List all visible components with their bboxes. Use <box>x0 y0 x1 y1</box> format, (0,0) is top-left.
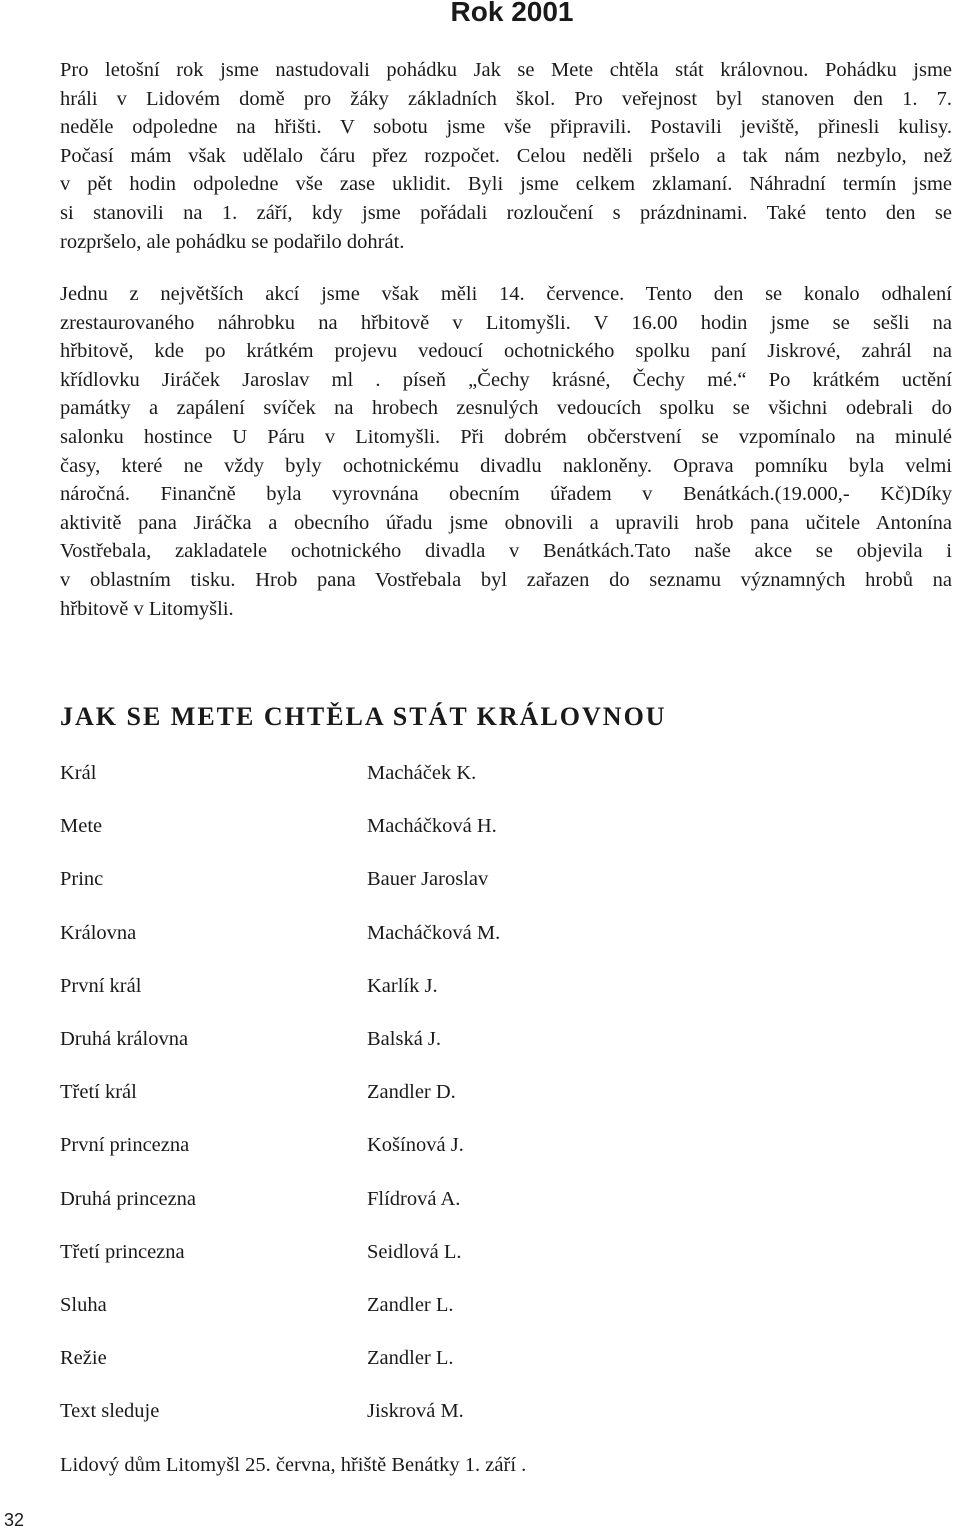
play-title: JAK SE METE CHTĚLA STÁT KRÁLOVNOU <box>60 702 667 731</box>
cast-role: Třetí král <box>60 1081 137 1104</box>
cast-role: Text sleduje <box>60 1400 160 1423</box>
text-line: náročná. Finančně byla vyrovnána obecním úřadem v Benátkách.(19.000,- Kč)Díky <box>60 483 952 506</box>
cast-actor: Zandler L. <box>367 1347 454 1370</box>
intro-paragraph <box>60 56 952 256</box>
text-line: hráli v Lidovém domě pro žáky základních škol. Pro veřejnost byl stanoven den 1. 7. <box>60 87 952 110</box>
text-line: aktivitě pana Jiráčka a obecního úřadu jsme obnovili a upravili hrob pana učitele Antonína <box>60 511 952 534</box>
text-line: neděle odpoledne na hřišti. V sobotu jsme vše připravili. Postavili jeviště, přinesli kulisy. <box>60 116 952 139</box>
text-line: Vostřebala, zakladatele ochotnického divadla v Benátkách.Tato naše akce se objevila i <box>60 540 952 563</box>
cast-actor: Macháček K. <box>367 762 477 784</box>
text-line: hřbitově v Litomyšli. <box>60 597 234 620</box>
text-line: časy, které ne vždy byly ochotnickému divadlu nakloněny. Oprava pomníku byla velmi <box>60 454 952 477</box>
cast-row <box>60 1128 760 1181</box>
text-line: Jednu z největších akcí jsme však měli 14. července. Tento den se konalo odhalení <box>60 283 952 305</box>
cast-row <box>60 756 760 809</box>
cast-row <box>60 916 760 969</box>
cast-row <box>60 809 760 862</box>
cast-actor: Zandler L. <box>367 1293 454 1316</box>
cast-actor: Seidlová L. <box>367 1240 462 1263</box>
text-line: si stanovili na 1. září, kdy jsme pořádali rozloučení s prázdninami. Také tento den se <box>60 201 952 224</box>
cast-list <box>60 756 760 1447</box>
cast-role: Sluha <box>60 1293 107 1316</box>
performances-note: Lidový dům Litomyšl 25. června, hřiště Benátky 1. září . <box>60 1454 527 1476</box>
text-line: Pro letošní rok jsme nastudovali pohádku Jak se Mete chtěla stát královnou. Pohádku jsme <box>60 59 952 81</box>
text-line: salonku hostince U Páru v Litomyšli. Při dobrém občerstvení se vzpomínalo na minulé <box>60 425 952 448</box>
cast-role: Druhá princezna <box>60 1187 197 1210</box>
cast-role: Druhá královna <box>60 1027 189 1050</box>
cast-actor: Jiskrová M. <box>367 1400 464 1423</box>
text-line: křídlovku Jiráček Jaroslav ml . píseň „Čechy krásné, Čechy mé.“ Po krátkém uctění <box>60 368 952 391</box>
cast-role: První král <box>60 974 142 997</box>
page-number: 32 <box>4 1510 25 1530</box>
cast-row <box>60 862 760 915</box>
cast-row <box>60 1394 760 1447</box>
cast-actor: Zandler D. <box>367 1081 456 1104</box>
cast-row <box>60 969 760 1022</box>
cast-role: Princ <box>60 868 104 891</box>
page-title: Rok 2001 <box>450 0 574 27</box>
cast-actor: Balská J. <box>367 1027 442 1050</box>
cast-actor: Macháčková M. <box>367 921 501 944</box>
text-line: rozpršelo, ale pohádku se podařilo dohrát. <box>60 230 405 253</box>
text-line: zrestaurovaného náhrobku na hřbitově v Litomyšli. V 16.00 hodin jsme se sešli na <box>60 311 952 334</box>
cast-actor: Bauer Jaroslav <box>367 868 489 891</box>
cast-actor: Flídrová A. <box>367 1187 461 1210</box>
cast-actor: Košínová J. <box>367 1134 464 1157</box>
text-line: hřbitově, kde po krátkém projevu vedoucí ochotnického spolku paní Jiskrové, zahrál na <box>60 340 952 363</box>
memorial-paragraph <box>60 280 952 623</box>
cast-role: První princezna <box>60 1134 190 1157</box>
cast-row <box>60 1235 760 1288</box>
text-line: Počasí mám však udělalo čáru přez rozpočet. Celou neděli pršelo a tak nám nezbylo, než <box>60 144 952 167</box>
text-line: památky a zapálení svíček na hrobech zesnulých vedoucích spolku se všichni odebrali do <box>60 397 952 420</box>
cast-role: Režie <box>60 1347 107 1370</box>
cast-row <box>60 1341 760 1394</box>
cast-actor: Karlík J. <box>367 974 438 997</box>
cast-role: Královna <box>60 921 137 944</box>
cast-row <box>60 1182 760 1235</box>
text-line: v pět hodin odpoledne vše zase uklidit. Byli jsme celkem zklamaní. Náhradní termín jsme <box>60 173 952 196</box>
cast-actor: Macháčková H. <box>367 815 497 838</box>
cast-role: Třetí princezna <box>60 1240 185 1263</box>
text-line: v oblastním tisku. Hrob pana Vostřebala byl zařazen do seznamu významných hrobů na <box>60 568 952 591</box>
cast-row <box>60 1288 760 1341</box>
cast-role: Král <box>60 762 97 784</box>
cast-row <box>60 1075 760 1128</box>
cast-row <box>60 1022 760 1075</box>
cast-role: Mete <box>60 815 103 838</box>
